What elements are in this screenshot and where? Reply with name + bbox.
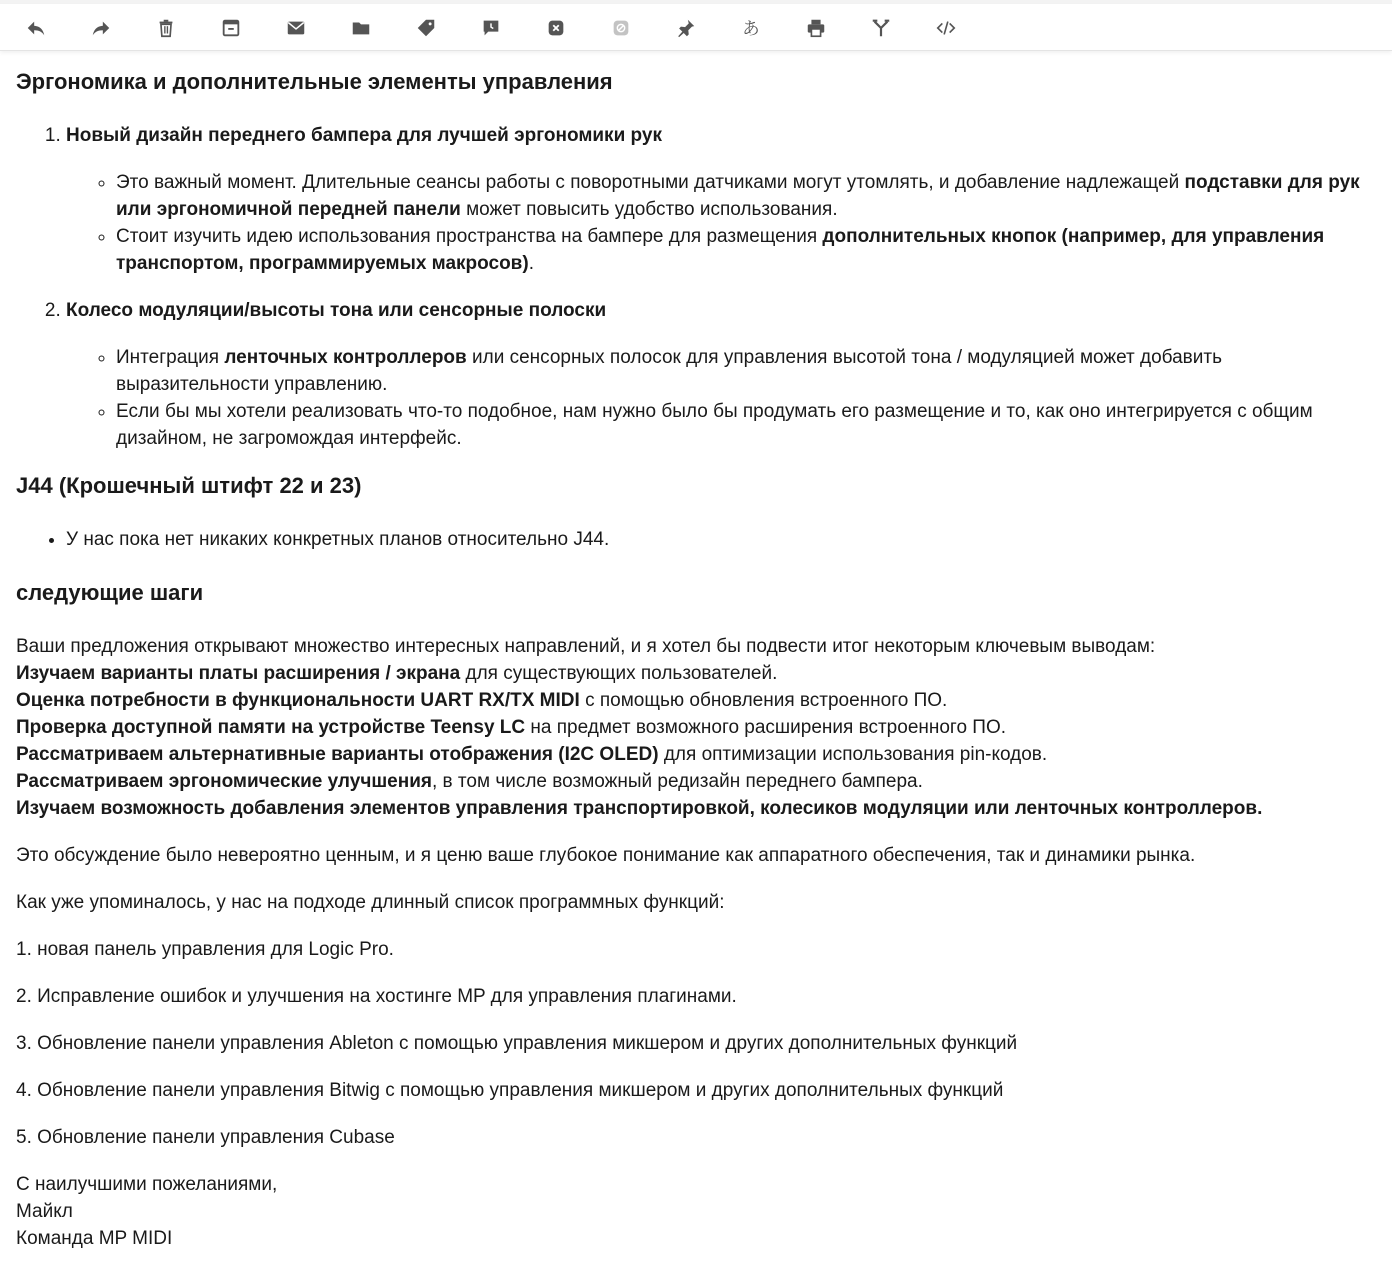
section-heading-ergonomics: Эргономика и дополнительные элементы управления <box>16 69 613 94</box>
remind-icon <box>480 17 502 39</box>
spam-button[interactable] <box>540 12 572 44</box>
unsubscribe-button[interactable] <box>605 12 637 44</box>
delete-button[interactable] <box>150 12 182 44</box>
step-text: для существующих пользователей. <box>460 663 778 684</box>
translate-icon <box>740 17 762 39</box>
move-to-folder-icon <box>350 17 372 39</box>
signature-name: Майкл <box>16 1201 73 1222</box>
step-text: , в том числе возможный редизайн переднего бампера. <box>432 771 923 792</box>
step-bold: Оценка потребности в функциональности UART RX/TX MIDI <box>16 690 580 711</box>
section-heading-j44: J44 (Крошечный штифт 22 и 23) <box>16 473 362 498</box>
list-item <box>66 122 1380 277</box>
step-line <box>16 714 1380 741</box>
pin-icon <box>675 17 697 39</box>
move-to-folder-button[interactable] <box>345 12 377 44</box>
feature-item: 4. Обновление панели управления Bitwig с помощью управления микшером и других дополнительных функций <box>16 1080 1004 1101</box>
signature <box>16 1171 1380 1252</box>
create-rule-icon <box>870 17 892 39</box>
unsubscribe-icon <box>610 17 632 39</box>
mark-unread-icon <box>285 17 307 39</box>
reply-button[interactable] <box>20 12 52 44</box>
translate-button[interactable] <box>735 12 767 44</box>
bullet-bold-text: дополнительных кнопок (например, для управления транспортом, программируемых макросов) <box>116 226 1325 274</box>
list-item <box>116 223 1380 277</box>
label-icon <box>415 17 437 39</box>
step-bold: Изучаем варианты платы расширения / экрана <box>16 663 461 684</box>
bullet-bold-text: ленточных контроллеров <box>224 347 467 368</box>
step-bold: Изучаем возможность добавления элементов управления транспортировкой, колесиков модуляции или ленточных контроллеров. <box>16 798 1263 819</box>
reply-icon <box>25 17 47 39</box>
bullet-text: Интеграция <box>116 347 225 368</box>
bullet-bold-text: подставки для рук или эргономичной передней панели <box>116 172 1360 220</box>
print-icon <box>805 17 827 39</box>
pin-button[interactable] <box>670 12 702 44</box>
step-text: на предмет возможного расширения встроенного ПО. <box>525 717 1007 738</box>
step-line <box>16 741 1380 768</box>
sub-bullet-list <box>66 344 1380 452</box>
message-body <box>16 58 1380 1252</box>
list-item-title: 1. Новый дизайн переднего бампера для лучшей эргономики рук <box>66 125 662 146</box>
list-item <box>66 297 1380 452</box>
list-item <box>116 169 1380 223</box>
signature-team: Команда MP MIDI <box>16 1228 173 1249</box>
bullet-text: Если бы мы хотели реализовать что-то подобное, нам нужно было бы продумать его размещение и то, как оно интегрируется с общим дизайном, не загромождая интерфейс. <box>116 401 1313 449</box>
list-item <box>116 398 1380 452</box>
label-button[interactable] <box>410 12 442 44</box>
feature-item: 1. новая панель управления для Logic Pro. <box>16 939 394 960</box>
feature-item: 5. Обновление панели управления Cubase <box>16 1127 395 1148</box>
step-bold: Проверка доступной памяти на устройстве Teensy LC <box>16 717 526 738</box>
step-text: с помощью обновления встроенного ПО. <box>579 690 948 711</box>
summary-intro: Ваши предложения открывают множество интересных направлений, и я хотел бы подвести итог некоторым ключевым выводам: <box>16 636 1156 657</box>
list-item: • У нас пока нет никаких конкретных планов относительно J44. <box>66 526 1380 553</box>
bullet-text: Это важный момент. Длительные сеансы работы с поворотными датчиками могут утомлять, и добавление надлежащей <box>116 172 1185 193</box>
sub-bullet-list <box>66 169 1380 277</box>
step-line <box>16 795 1380 822</box>
bullet-text: может повысить удобство использования. <box>460 199 838 220</box>
spam-icon <box>545 17 567 39</box>
feature-list-intro: Как уже упоминалось, у нас на подходе длинный список программных функций: <box>16 892 725 913</box>
message-toolbar <box>0 4 1392 51</box>
list-item-title: 2. Колесо модуляции/высоты тона или сенсорные полоски <box>66 300 607 321</box>
feature-item: 2. Исправление ошибок и улучшения на хостинге MP для управления плагинами. <box>16 986 737 1007</box>
step-bold: Рассматриваем альтернативные варианты отображения (I2C OLED) <box>16 744 659 765</box>
section-heading-next-steps: следующие шаги <box>16 580 204 605</box>
source-code-button[interactable] <box>930 12 962 44</box>
thanks-paragraph: Это обсуждение было невероятно ценным, и я ценю ваше глубокое понимание как аппаратного обеспечения, так и динамики рынка. <box>16 845 1196 866</box>
bullet-text: Стоит изучить идею использования пространства на бампере для размещения <box>116 226 823 247</box>
print-button[interactable] <box>800 12 832 44</box>
bullet-text: или сенсорных полосок для управления высотой тона / модуляцией может добавить выразительности управлению. <box>116 347 1222 395</box>
source-code-icon <box>935 17 957 39</box>
create-rule-button[interactable] <box>865 12 897 44</box>
j44-bullet-list <box>16 526 1380 553</box>
signature-closing: С наилучшими пожеланиями, <box>16 1174 278 1195</box>
remind-button[interactable] <box>475 12 507 44</box>
svg-text:あ: あ <box>742 19 760 39</box>
step-line <box>16 768 1380 795</box>
archive-icon <box>220 17 242 39</box>
forward-button[interactable] <box>85 12 117 44</box>
delete-icon <box>155 17 177 39</box>
ergonomics-list <box>16 122 1380 452</box>
step-bold: Рассматриваем эргономические улучшения <box>16 771 432 792</box>
step-line <box>16 660 1380 687</box>
bullet-text: . <box>528 253 534 274</box>
archive-button[interactable] <box>215 12 247 44</box>
step-line <box>16 687 1380 714</box>
step-text: для оптимизации использования pin-кодов. <box>658 744 1048 765</box>
feature-item: 3. Обновление панели управления Ableton с помощью управления микшером и других дополнительных функций <box>16 1033 1018 1054</box>
list-item <box>116 344 1380 398</box>
forward-icon <box>90 17 112 39</box>
next-steps-summary <box>16 633 1380 822</box>
mark-unread-button[interactable] <box>280 12 312 44</box>
